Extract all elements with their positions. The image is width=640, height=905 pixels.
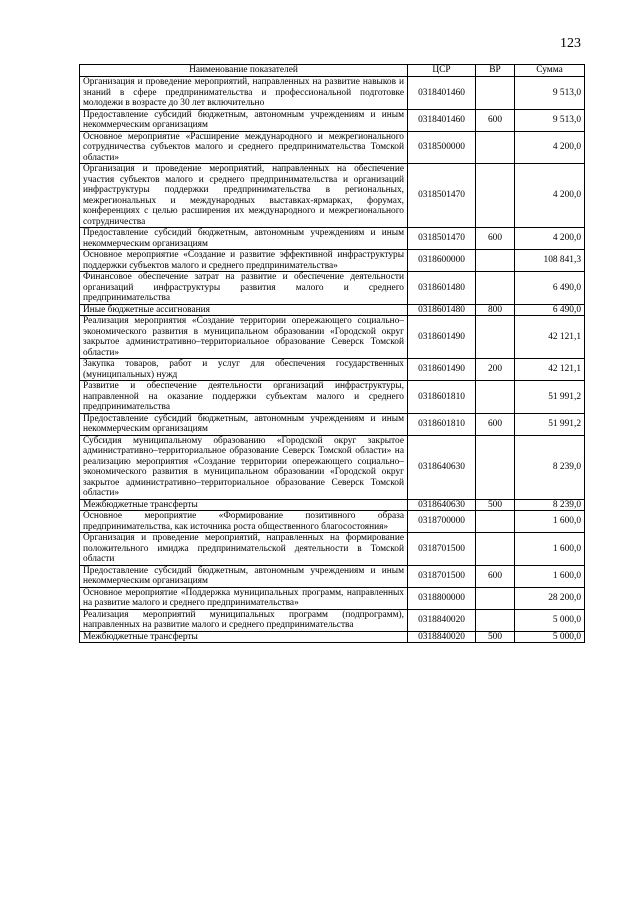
cell-code: 0318640630 [408, 435, 476, 499]
cell-sum: 108 841,3 [515, 250, 585, 272]
cell-name: Предоставление субсидий бюджетным, автономным учреждениям и иным некоммерческим организациям [80, 109, 408, 131]
cell-code: 0318601480 [408, 272, 476, 305]
table-row [80, 435, 585, 499]
cell-sum: 8 239,0 [515, 435, 585, 499]
table-row [80, 316, 585, 359]
table-row [80, 228, 585, 250]
cell-sum: 42 121,1 [515, 359, 585, 381]
cell-sum: 6 490,0 [515, 272, 585, 305]
header-name: Наименование показателей [80, 65, 408, 77]
cell-code: 0318701500 [408, 565, 476, 587]
cell-code: 0318601490 [408, 316, 476, 359]
cell-vr: 200 [476, 359, 515, 381]
cell-code: 0318701500 [408, 533, 476, 566]
cell-vr [476, 435, 515, 499]
table-row [80, 381, 585, 414]
cell-code: 0318601810 [408, 413, 476, 435]
table-row [80, 565, 585, 587]
header-code: ЦСР [408, 65, 476, 77]
cell-vr [476, 587, 515, 609]
cell-vr: 500 [476, 499, 515, 511]
header-sum: Сумма [515, 65, 585, 77]
cell-code: 0318500000 [408, 131, 476, 164]
cell-code: 0318401460 [408, 109, 476, 131]
cell-code: 0318601480 [408, 304, 476, 316]
cell-name: Реализация мероприятий муниципальных программ (подпрограмм), направленных на развитие малого и среднего предпринимательства [80, 609, 408, 631]
cell-code: 0318840020 [408, 609, 476, 631]
cell-vr [476, 316, 515, 359]
cell-name: Иные бюджетные ассигнования [80, 304, 408, 316]
cell-sum: 42 121,1 [515, 316, 585, 359]
cell-vr [476, 381, 515, 414]
table-row [80, 304, 585, 316]
cell-vr [476, 164, 515, 228]
cell-name: Предоставление субсидий бюджетным, автономным учреждениям и иным некоммерческим организациям [80, 413, 408, 435]
cell-name: Межбюджетные трансферты [80, 631, 408, 643]
cell-sum: 4 200,0 [515, 164, 585, 228]
cell-sum: 5 000,0 [515, 609, 585, 631]
table-row [80, 131, 585, 164]
table-row [80, 631, 585, 643]
cell-sum: 5 000,0 [515, 631, 585, 643]
cell-sum: 28 200,0 [515, 587, 585, 609]
cell-code: 0318601490 [408, 359, 476, 381]
table-row [80, 511, 585, 533]
table-row [80, 413, 585, 435]
budget-table [79, 64, 585, 643]
cell-code: 0318601810 [408, 381, 476, 414]
cell-vr [476, 272, 515, 305]
header-vr: ВР [476, 65, 515, 77]
cell-sum: 1 600,0 [515, 565, 585, 587]
cell-vr: 600 [476, 413, 515, 435]
cell-vr: 600 [476, 109, 515, 131]
cell-vr [476, 511, 515, 533]
cell-code: 0318840020 [408, 631, 476, 643]
cell-name: Основное мероприятие «Формирование позитивного образа предпринимательства, как источника роста общественного благосостояния» [80, 511, 408, 533]
cell-vr [476, 609, 515, 631]
cell-vr: 600 [476, 565, 515, 587]
cell-name: Основное мероприятие «Расширение международного и межрегионального сотрудничества субъектов малого и среднего предпринимательства Томской области» [80, 131, 408, 164]
cell-sum: 1 600,0 [515, 533, 585, 566]
cell-code: 0318401460 [408, 77, 476, 110]
cell-name: Реализация мероприятия «Создание территории опережающего социально–экономического развития в муниципальном образовании «Городской округ закрытое административно–территориальное образование Северск Томской области» [80, 316, 408, 359]
page-number: 123 [560, 36, 581, 51]
cell-name: Основное мероприятие «Создание и развитие эффективной инфраструктуры поддержки субъектов малого и среднего предпринимательства» [80, 250, 408, 272]
cell-sum: 8 239,0 [515, 499, 585, 511]
cell-code: 0318640630 [408, 499, 476, 511]
cell-sum: 1 600,0 [515, 511, 585, 533]
table-row [80, 533, 585, 566]
cell-vr: 500 [476, 631, 515, 643]
cell-sum: 9 513,0 [515, 109, 585, 131]
cell-name: Организация и проведение мероприятий, направленных на формирование положительного имиджа предпринимательской деятельности в Томской области [80, 533, 408, 566]
cell-name: Закупка товаров, работ и услуг для обеспечения государственных (муниципальных) нужд [80, 359, 408, 381]
table-row [80, 109, 585, 131]
cell-code: 0318501470 [408, 228, 476, 250]
cell-name: Развитие и обеспечение деятельности организаций инфраструктуры, направленной на оказание поддержки субъектам малого и среднего предпринимательства [80, 381, 408, 414]
cell-code: 0318800000 [408, 587, 476, 609]
table-row [80, 609, 585, 631]
cell-vr: 600 [476, 228, 515, 250]
cell-code: 0318600000 [408, 250, 476, 272]
table-row [80, 587, 585, 609]
cell-code: 0318700000 [408, 511, 476, 533]
cell-name: Предоставление субсидий бюджетным, автономным учреждениям и иным некоммерческим организациям [80, 565, 408, 587]
cell-vr [476, 533, 515, 566]
cell-sum: 4 200,0 [515, 228, 585, 250]
cell-vr [476, 77, 515, 110]
cell-vr: 800 [476, 304, 515, 316]
cell-name: Основное мероприятие «Поддержка муниципальных программ, направленных на развитие малого и среднего предпринимательства» [80, 587, 408, 609]
table-row [80, 359, 585, 381]
table-row [80, 164, 585, 228]
cell-name: Организация и проведение мероприятий, направленных на обеспечение участия субъектов малого и среднего предпринимательства и организаций инфраструктуры поддержки предпринимательства в региональных, межрегиональных и международных выставках-ярмарках, форумах, конференциях с целью расширения их международного и межрегионального сотрудничества [80, 164, 408, 228]
cell-code: 0318501470 [408, 164, 476, 228]
table-row [80, 272, 585, 305]
cell-sum: 6 490,0 [515, 304, 585, 316]
cell-name: Финансовое обеспечение затрат на развитие и обеспечение деятельности организаций инфраструктуры развития малого и среднего предпринимательства [80, 272, 408, 305]
cell-sum: 51 991,2 [515, 413, 585, 435]
table-header-row [80, 65, 585, 77]
cell-name: Предоставление субсидий бюджетным, автономным учреждениям и иным некоммерческим организациям [80, 228, 408, 250]
cell-sum: 51 991,2 [515, 381, 585, 414]
cell-name: Межбюджетные трансферты [80, 499, 408, 511]
cell-name: Субсидия муниципальному образованию «Городской округ закрытое административно–территориальное образование Северск Томской области» на реализацию мероприятия «Создание территории опережающего социально–экономического развития в муниципальном образовании «Городской округ закрытое административно–территориальное образование Северск Томской области» [80, 435, 408, 499]
cell-name: Организация и проведение мероприятий, направленных на развитие навыков и знаний в сфере предпринимательства и профессиональной подготовке молодежи в возрасте до 30 лет включительно [80, 77, 408, 110]
cell-vr [476, 131, 515, 164]
table-row [80, 499, 585, 511]
table-row [80, 250, 585, 272]
cell-sum: 4 200,0 [515, 131, 585, 164]
table-row [80, 77, 585, 110]
cell-sum: 9 513,0 [515, 77, 585, 110]
cell-vr [476, 250, 515, 272]
